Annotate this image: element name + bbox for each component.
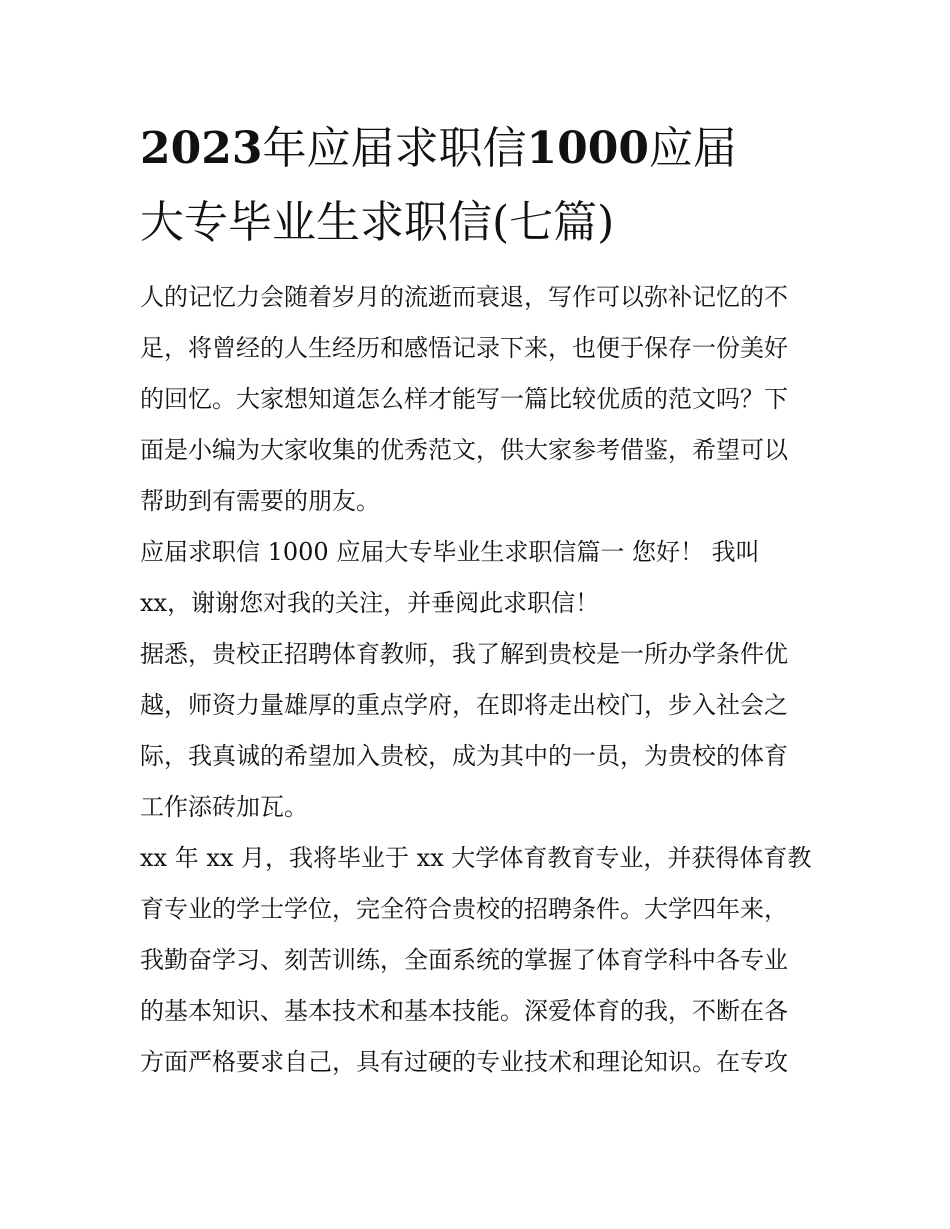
body-line: 人的记忆力会随着岁月的流逝而衰退，写作可以弥补记忆的不: [140, 283, 788, 311]
title-text-2: 应届: [648, 123, 737, 174]
body-line: 面是小编为大家收集的优秀范文，供大家参考借鉴，希望可以: [140, 436, 788, 464]
body-line: xx，谢谢您对我的关注，并垂阅此求职信！: [140, 589, 600, 617]
body-line: 我勤奋学习、刻苦训练，全面系统的掌握了体育学科中各专业: [140, 946, 788, 974]
body-line: xx 年 xx 月，我将毕业于 xx 大学体育教育专业，并获得体育教: [140, 844, 812, 872]
body-line: 方面严格要求自己，具有过硬的专业技术和理论知识。在专攻: [140, 1048, 788, 1076]
body-line: 育专业的学士学位，完全符合贵校的招聘条件。大学四年来，: [140, 895, 788, 923]
title-text-1: 年应届求职信: [262, 123, 527, 174]
document-title: [140, 112, 820, 260]
body-line: 际，我真诚的希望加入贵校，成为其中的一员，为贵校的体育: [140, 742, 788, 770]
title-number: 1000: [526, 123, 649, 174]
body-line: 的基本知识、基本技术和基本技能。深爱体育的我，不断在各: [140, 997, 788, 1025]
body-line: 工作添砖加瓦。: [140, 793, 308, 821]
body-line: 足，将曾经的人生经历和感悟记录下来，也便于保存一份美好: [140, 334, 788, 362]
body-line: 帮助到有需要的朋友。: [140, 487, 380, 515]
body-line: 的回忆。大家想知道怎么样才能写一篇比较优质的范文吗？下: [140, 385, 788, 413]
body-line: 越，师资力量雄厚的重点学府，在即将走出校门，步入社会之: [140, 691, 788, 719]
document-body: [140, 272, 812, 1088]
body-line: 应届求职信 1000 应届大专毕业生求职信篇一 您好！ 我叫: [140, 538, 760, 566]
body-line: 据悉，贵校正招聘体育教师，我了解到贵校是一所办学条件优: [140, 640, 788, 668]
title-line-2: 大专毕业生求职信(七篇): [140, 197, 615, 248]
title-year: 2023: [140, 123, 263, 174]
